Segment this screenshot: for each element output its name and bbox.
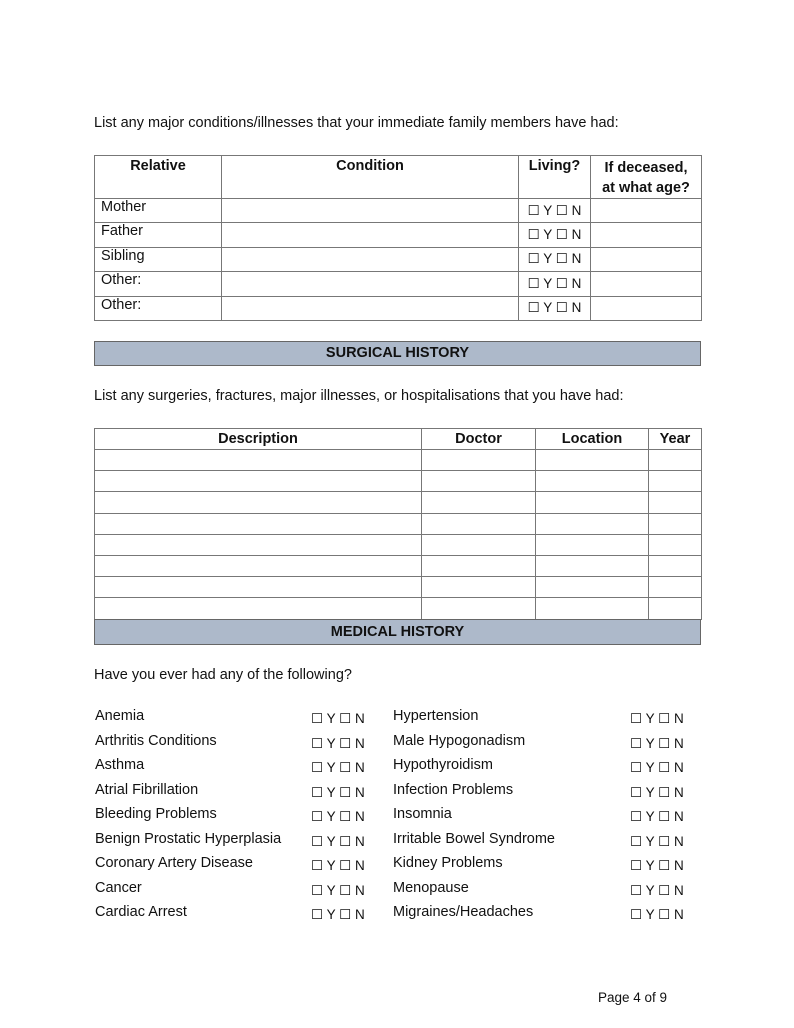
page-number: Page 4 of 9 [598,990,668,1005]
family-history-table [94,155,702,321]
location-input[interactable] [536,598,649,619]
header-condition: Condition [222,156,519,199]
relative-cell: Sibling [95,247,222,271]
relative-cell: Mother [95,199,222,223]
year-input[interactable] [649,513,702,534]
header-line: If deceased, [604,160,688,176]
yes-no-checkboxes[interactable]: ☐ Y ☐ N [311,907,365,922]
condition-input[interactable] [222,272,519,296]
doctor-input[interactable] [422,534,536,555]
yes-no-checkboxes[interactable]: ☐ Y ☐ N [311,784,365,800]
deceased-age-input[interactable] [591,223,702,247]
yes-no-checkboxes[interactable]: ☐ Y ☐ N [311,735,365,751]
surgical-history-header: SURGICAL HISTORY [94,341,701,366]
yes-no-checkboxes[interactable]: ☐ Y ☐ N [311,809,365,824]
condition-input[interactable] [222,199,519,223]
medical-intro: Have you ever had any of the following? [94,667,352,683]
living-checkboxes[interactable]: ☐ Y ☐ N [519,272,591,296]
condition-label: Migraines/Headaches [393,904,534,920]
yes-no-checkboxes[interactable]: ☐ Y ☐ N [311,833,365,849]
surgery-row [95,471,702,492]
doctor-input[interactable] [422,471,536,492]
condition-label: Coronary Artery Disease [95,855,253,871]
family-row [95,199,702,223]
year-input[interactable] [649,577,702,598]
description-input[interactable] [95,534,422,555]
year-input[interactable] [649,471,702,492]
header-year: Year [649,429,702,450]
living-checkboxes[interactable]: ☐ Y ☐ N [519,296,591,320]
location-input[interactable] [536,492,649,513]
condition-label: Arthritis Conditions [95,732,217,749]
yes-no-checkboxes[interactable]: ☐ Y ☐ N [630,858,684,873]
living-checkboxes[interactable]: ☐ Y ☐ N [519,223,591,247]
description-input[interactable] [95,577,422,598]
location-input[interactable] [536,513,649,534]
medical-history-header: MEDICAL HISTORY [94,619,701,645]
yes-no-checkboxes[interactable]: ☐ Y ☐ N [630,711,684,726]
condition-input[interactable] [222,296,519,320]
yes-no-checkboxes[interactable]: ☐ Y ☐ N [630,809,684,824]
header-doctor: Doctor [422,429,536,450]
year-input[interactable] [649,492,702,513]
condition-label: Cardiac Arrest [95,904,187,920]
location-input[interactable] [536,577,649,598]
condition-label: Hypothyroidism [393,757,493,773]
header-living: Living? [519,156,591,199]
family-row [95,247,702,271]
header-line: at what age? [602,180,690,196]
deceased-age-input[interactable] [591,199,702,223]
description-input[interactable] [95,555,422,576]
yes-no-checkboxes[interactable]: ☐ Y ☐ N [311,858,365,873]
yes-no-checkboxes[interactable]: ☐ Y ☐ N [630,882,684,898]
deceased-age-input[interactable] [591,247,702,271]
description-input[interactable] [95,513,422,534]
doctor-input[interactable] [422,450,536,471]
surgical-history-table [94,428,702,620]
family-row [95,272,702,296]
surgery-row [95,598,702,619]
surgery-row [95,450,702,471]
condition-label: Cancer [95,879,142,896]
location-input[interactable] [536,534,649,555]
surgery-row [95,555,702,576]
surgery-row [95,492,702,513]
location-input[interactable] [536,471,649,492]
condition-label: Irritable Bowel Syndrome [393,830,555,847]
yes-no-checkboxes[interactable]: ☐ Y ☐ N [630,735,684,751]
condition-input[interactable] [222,223,519,247]
surgery-row [95,577,702,598]
deceased-age-input[interactable] [591,272,702,296]
relative-cell: Other: [95,296,222,320]
condition-input[interactable] [222,247,519,271]
description-input[interactable] [95,450,422,471]
description-input[interactable] [95,471,422,492]
surgery-row [95,534,702,555]
condition-label: Anemia [95,708,145,724]
year-input[interactable] [649,450,702,471]
header-deceased-age [591,156,702,199]
living-checkboxes[interactable]: ☐ Y ☐ N [519,199,591,223]
family-intro: List any major conditions/illnesses that your immediate family members have had: [94,115,619,131]
doctor-input[interactable] [422,492,536,513]
family-row [95,223,702,247]
header-description: Description [95,429,422,450]
doctor-input[interactable] [422,577,536,598]
condition-label: Atrial Fibrillation [95,781,199,798]
surgery-row [95,513,702,534]
living-checkboxes[interactable]: ☐ Y ☐ N [519,247,591,271]
condition-label: Infection Problems [393,781,514,798]
condition-label: Benign Prostatic Hyperplasia [95,830,282,847]
yes-no-checkboxes[interactable]: ☐ Y ☐ N [311,711,365,726]
year-input[interactable] [649,598,702,619]
description-input[interactable] [95,492,422,513]
header-location: Location [536,429,649,450]
yes-no-checkboxes[interactable]: ☐ Y ☐ N [630,784,684,800]
yes-no-checkboxes[interactable]: ☐ Y ☐ N [311,760,365,775]
deceased-age-input[interactable] [591,296,702,320]
condition-label: Menopause [393,879,469,896]
year-input[interactable] [649,534,702,555]
condition-label: Insomnia [393,806,452,822]
yes-no-checkboxes[interactable]: ☐ Y ☐ N [630,907,684,922]
location-input[interactable] [536,555,649,576]
doctor-input[interactable] [422,598,536,619]
surgical-intro: List any surgeries, fractures, major illnesses, or hospitalisations that you have had: [94,388,624,404]
doctor-input[interactable] [422,513,536,534]
yes-no-checkboxes[interactable]: ☐ Y ☐ N [311,882,365,898]
doctor-input[interactable] [422,555,536,576]
year-input[interactable] [649,555,702,576]
yes-no-checkboxes[interactable]: ☐ Y ☐ N [630,833,684,849]
description-input[interactable] [95,598,422,619]
location-input[interactable] [536,450,649,471]
condition-label: Asthma [95,757,145,773]
condition-label: Bleeding Problems [95,806,217,822]
condition-label: Kidney Problems [393,855,503,871]
family-row [95,296,702,320]
condition-label: Hypertension [393,708,479,724]
condition-label: Male Hypogonadism [393,732,526,749]
yes-no-checkboxes[interactable]: ☐ Y ☐ N [630,760,684,775]
relative-cell: Other: [95,272,222,296]
header-relative: Relative [95,156,222,199]
relative-cell: Father [95,223,222,247]
